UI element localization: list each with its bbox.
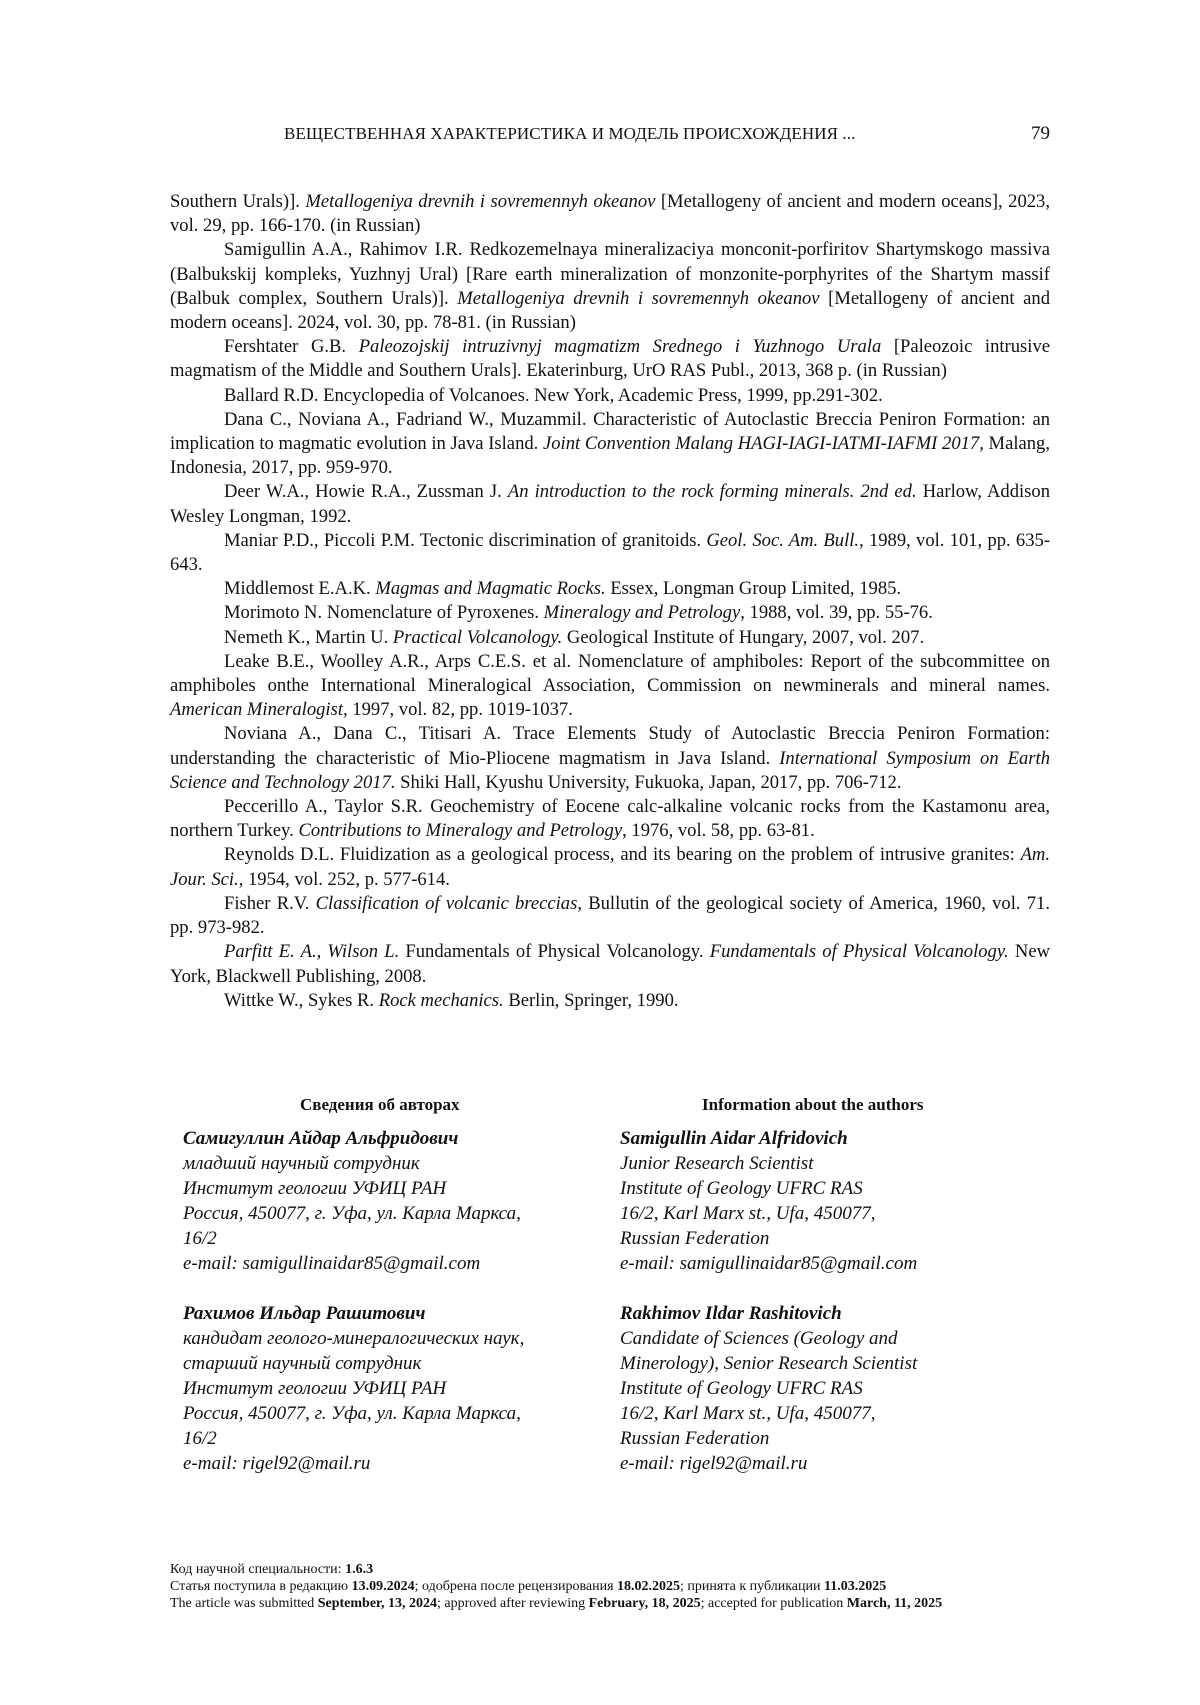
history-en: The article was submitted September, 13, 2024; approved after reviewing February, 18, 2025; accepted for publication March, 11, 2025 bbox=[170, 1596, 943, 1611]
reference-text-part: Fisher R.V. bbox=[224, 892, 316, 914]
reference-italic-part: Metallogeniya drevnih i sovremennyh okeanov bbox=[457, 287, 820, 309]
page-number: 79 bbox=[1031, 123, 1050, 144]
author-detail-line: Институт геологии УФИЦ РАН bbox=[183, 1378, 447, 1399]
reference-text-part: Morimoto N. Nomenclature of Pyroxenes. bbox=[224, 602, 544, 624]
specialty-line: Код научной специальности: 1.6.3 bbox=[170, 1562, 374, 1577]
author-detail-line: кандидат геолого-минералогических наук, bbox=[183, 1328, 525, 1349]
reference-italic-part: Paleozojskij intruzivnyj magmatizm Srednego i Yuzhnogo Urala bbox=[358, 336, 882, 358]
authors-ru-column bbox=[183, 1126, 603, 1501]
reference-item bbox=[170, 989, 1050, 1013]
reference-text-part: Samigullin A.A., Rahimov I.R. Redkozemelnaya mineralizaciya monconit-porfiritov Shartymskogo massiva (Balbukskij kompleks, Yuzhnyj Ural) [Rare earth mineralization of monzonite-porphyrites of the Shartym massif (Balbuk complex, Southern Urals)]. bbox=[170, 239, 1050, 309]
author-detail-line: Institute of Geology UFRC RAS bbox=[620, 1378, 863, 1399]
author-detail-line: e-mail: rigel92@mail.ru bbox=[620, 1453, 808, 1474]
reference-text-part: Southern Urals)]. bbox=[170, 191, 306, 212]
reference-italic-part: Parfitt E. A., Wilson L. bbox=[224, 941, 400, 963]
reference-italic-part: American Mineralogist, bbox=[170, 699, 348, 721]
reference-text-part: Maniar P.D., Piccoli P.M. Tectonic discrimination of granitoids. bbox=[224, 529, 707, 551]
reference-text-part: [Metallogeny of ancient and modern oceans], 2023, vol. 29, pp. 166-170. (in Russian) bbox=[170, 191, 1050, 237]
reference-text-part: Peccerillo A., Taylor S.R. Geochemistry of Eocene calc-alkaline volcanic rocks from the Kastamonu area, northern Turkey. bbox=[170, 796, 1050, 842]
reference-italic-part: Metallogeniya drevnih i sovremennyh okeanov bbox=[305, 191, 656, 212]
reference-text-part: [Paleozoic intrusive magmatism of the Middle and Southern Urals]. Ekaterinburg, UrO RAS Publ., 2013, 368 p. (in Russian) bbox=[170, 336, 1050, 382]
author-detail-line: Russian Federation bbox=[620, 1228, 770, 1249]
author-detail-line: Minerology), Senior Research Scientist bbox=[620, 1353, 918, 1374]
reference-item bbox=[170, 577, 1050, 601]
author-detail-line: старший научный сотрудник bbox=[183, 1353, 422, 1374]
author-block bbox=[183, 1126, 603, 1276]
author-name: Самигуллин Айдар Альфридович bbox=[183, 1128, 459, 1149]
article-history bbox=[170, 1561, 1050, 1612]
reference-text-part: Harlow, Addison Wesley Longman, 1992. bbox=[170, 481, 1050, 527]
reference-italic-part: Joint Convention Malang HAGI-IAGI-IATMI-IAFMI 2017, bbox=[542, 433, 984, 455]
reference-text-part: , Bullutin of the geological society of America, 1960, vol. 71. pp. 973-982. bbox=[170, 892, 1050, 939]
author-block bbox=[620, 1301, 1040, 1476]
reference-text-part: Nemeth K., Martin U. bbox=[224, 626, 393, 648]
author-name: Рахимов Ильдар Рашитович bbox=[183, 1303, 426, 1324]
author-detail-line: Россия, 450077, г. Уфа, ул. Карла Маркса, bbox=[183, 1203, 521, 1224]
reference-italic-part: Magmas and Magmatic Rocks. bbox=[375, 578, 606, 600]
reference-text-part: Reynolds D.L. Fluidization as a geological process, and its bearing on the problem of intrusive granites: bbox=[224, 844, 1021, 866]
reference-text-part: [Metallogeny of ancient and modern oceans]. 2024, vol. 30, pp. 78-81. (in Russian) bbox=[170, 287, 1050, 334]
author-detail-line: e-mail: rigel92@mail.ru bbox=[183, 1453, 371, 1474]
author-name: Samigullin Aidar Alfridovich bbox=[620, 1128, 848, 1149]
author-detail-line: младший научный сотрудник bbox=[183, 1153, 420, 1174]
reference-italic-part: Fundamentals of Physical Volcanology. bbox=[709, 941, 1009, 963]
reference-text-part: 1997, vol. 82, pp. 1019-1037. bbox=[347, 699, 573, 721]
reference-italic-part: International Symposium on Earth Science and Technology 2017. bbox=[170, 747, 1050, 793]
reference-item bbox=[170, 601, 1050, 625]
reference-italic-part: An introduction to the rock forming minerals. 2nd ed. bbox=[507, 481, 917, 503]
author-detail-line: Институт геологии УФИЦ РАН bbox=[183, 1178, 447, 1199]
reference-item bbox=[170, 238, 1050, 335]
reference-italic-part: Am. Jour. Sci. bbox=[170, 844, 1050, 890]
reference-text-part: Fundamentals of Physical Volcanology. bbox=[399, 941, 710, 963]
reference-text-part: Middlemost E.A.K. bbox=[224, 578, 376, 600]
reference-text-part: Deer W.A., Howie R.A., Zussman J. bbox=[224, 481, 508, 503]
author-detail-line: 16/2, Karl Marx st., Ufa, 450077, bbox=[620, 1203, 876, 1224]
reference-item bbox=[170, 626, 1050, 650]
author-detail-line: Junior Research Scientist bbox=[620, 1153, 814, 1174]
reference-text-part: Ballard R.D. Encyclopedia of Volcanoes. New York, Academic Press, 1999, pp.291-302. bbox=[224, 384, 883, 406]
reference-text-part: Noviana A., Dana C., Titisari A. Trace Elements Study of Autoclastic Breccia Peniron Formation: understanding the characteristic of Mio-Pliocene magmatism in Java Island. bbox=[170, 723, 1050, 769]
reference-list bbox=[170, 190, 1050, 1013]
author-name: Rakhimov Ildar Rashitovich bbox=[620, 1303, 842, 1324]
reference-text-part: Wittke W., Sykes R. bbox=[224, 989, 379, 1011]
reference-text-part: Dana C., Noviana A., Fadriand W., Muzammil. Characteristic of Autoclastic Breccia Peniron Formation: an implication to magmatic evolution in Java Island. bbox=[170, 408, 1050, 455]
author-detail-line: e-mail: samigullinaidar85@gmail.com bbox=[620, 1253, 918, 1274]
reference-text-part: , 1989, vol. 101, pp. 635-643. bbox=[170, 529, 1051, 576]
reference-text-part: Berlin, Springer, 1990. bbox=[503, 989, 679, 1011]
reference-text-part: Fershtater G.B. bbox=[224, 336, 359, 358]
reference-text-part: Geological Institute of Hungary, 2007, vol. 207. bbox=[562, 626, 925, 648]
reference-item bbox=[170, 940, 1050, 988]
reference-italic-part: Practical Volcanology. bbox=[392, 626, 563, 648]
reference-item bbox=[170, 650, 1050, 723]
authors-en-column bbox=[620, 1126, 1040, 1501]
reference-item bbox=[170, 335, 1050, 383]
reference-italic-part: Rock mechanics. bbox=[378, 989, 504, 1011]
author-block bbox=[620, 1126, 1040, 1276]
reference-text-part: , 1954, vol. 252, p. 577-614. bbox=[238, 868, 450, 890]
author-detail-line: Institute of Geology UFRC RAS bbox=[620, 1178, 863, 1199]
reference-text-part: , 1976, vol. 58, pp. 63-81. bbox=[622, 820, 815, 842]
author-detail-line: 16/2 bbox=[183, 1428, 217, 1449]
reference-item bbox=[170, 408, 1050, 481]
reference-text-part: New York, Blackwell Publishing, 2008. bbox=[170, 941, 1050, 987]
authors-heading-en: Information about the authors bbox=[702, 1095, 924, 1114]
specialty-code: 1.6.3 bbox=[345, 1562, 374, 1577]
author-block bbox=[183, 1301, 603, 1476]
reference-italic-part: Classification of volcanic breccias bbox=[315, 892, 578, 914]
reference-item bbox=[170, 795, 1050, 843]
reference-italic-part: Mineralogy and Petrology bbox=[543, 602, 741, 624]
reference-text-part: Essex, Longman Group Limited, 1985. bbox=[605, 578, 902, 600]
author-detail-line: e-mail: samigullinaidar85@gmail.com bbox=[183, 1253, 481, 1274]
running-header bbox=[170, 124, 1050, 152]
history-ru: Статья поступила в редакцию 13.09.2024; одобрена после рецензирования 18.02.2025; принята к публикации 11.03.2025 bbox=[170, 1579, 887, 1594]
authors-heading-ru: Сведения об авторах bbox=[300, 1095, 460, 1114]
reference-text-part: Malang, Indonesia, 2017, pp. 959-970. bbox=[170, 433, 1050, 479]
author-detail-line: 16/2, Karl Marx st., Ufa, 450077, bbox=[620, 1403, 876, 1424]
reference-item bbox=[170, 480, 1050, 528]
reference-text-part: , 1988, vol. 39, pp. 55-76. bbox=[740, 602, 933, 624]
author-detail-line: 16/2 bbox=[183, 1228, 217, 1249]
author-detail-line: Candidate of Sciences (Geology and bbox=[620, 1328, 898, 1349]
reference-text-part: Shiki Hall, Kyushu University, Fukuoka, Japan, 2017, pp. 706-712. bbox=[395, 771, 902, 793]
author-detail-line: Russian Federation bbox=[620, 1428, 770, 1449]
reference-item bbox=[170, 843, 1050, 891]
running-title: ВЕЩЕСТВЕННАЯ ХАРАКТЕРИСТИКА И МОДЕЛЬ ПРОИСХОЖДЕНИЯ ... bbox=[284, 124, 856, 143]
author-detail-line: Россия, 450077, г. Уфа, ул. Карла Маркса, bbox=[183, 1403, 521, 1424]
reference-italic-part: Geol. Soc. Am. Bull. bbox=[706, 529, 860, 551]
reference-text-part: Leake B.E., Woolley A.R., Arps C.E.S. et al. Nomenclature of amphiboles: Report of the subcommittee on amphiboles onthe International Mineralogical Association, Commission on newminerals and mineral names. bbox=[170, 650, 1050, 697]
reference-item bbox=[170, 190, 1050, 238]
reference-item bbox=[170, 722, 1050, 795]
reference-item bbox=[170, 384, 1050, 408]
reference-item bbox=[170, 892, 1050, 940]
reference-item bbox=[170, 529, 1050, 577]
reference-italic-part: Contributions to Mineralogy and Petrology bbox=[298, 820, 623, 842]
